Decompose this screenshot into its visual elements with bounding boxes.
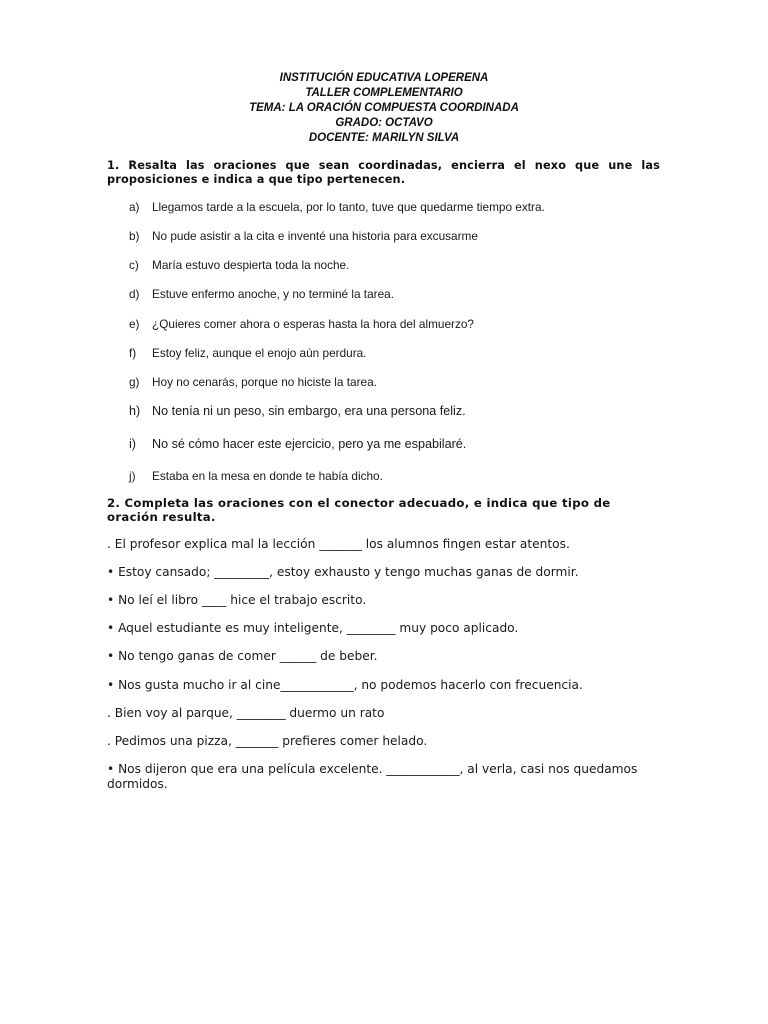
item-text: María estuvo despierta toda la noche. <box>152 258 350 272</box>
list-item <box>129 404 466 418</box>
teacher-name: DOCENTE: MARILYN SILVA <box>308 132 460 144</box>
list-item: • Estoy cansado; _________, estoy exhausto y tengo muchas ganas de dormir. <box>107 565 579 579</box>
item-text: Llegamos tarde a la escuela, por lo tanto, tuve que quedarme tiempo extra. <box>152 200 545 214</box>
exercise-2-instruction: 2. Completa las oraciones con el conector adecuado, e indica que tipo de oración resulta. <box>107 496 611 524</box>
item-label: j) <box>129 469 136 483</box>
worksheet-type: TALLER COMPLEMENTARIO <box>305 87 463 99</box>
document-header <box>0 71 768 146</box>
list-item <box>129 200 545 214</box>
item-text: Hoy no cenarás, porque no hiciste la tarea. <box>152 375 377 389</box>
item-text: No sé cómo hacer este ejercicio, pero ya me espabilaré. <box>152 437 467 451</box>
list-item: • No leí el libro ____ hice el trabajo escrito. <box>107 593 367 607</box>
list-item <box>129 258 349 272</box>
worksheet-topic: TEMA: LA ORACIÓN COMPUESTA COORDINADA <box>249 102 519 114</box>
list-item: • Aquel estudiante es muy inteligente, ________ muy poco aplicado. <box>107 621 519 635</box>
item-text: No pude asistir a la cita e inventé una historia para excusarme <box>152 229 478 243</box>
item-text: Estoy feliz, aunque el enojo aún perdura. <box>152 346 367 360</box>
item-label: a) <box>129 200 140 214</box>
item-label: i) <box>129 437 136 451</box>
list-item: . El profesor explica mal la lección _______ los alumnos fingen estar atentos. <box>107 537 570 551</box>
list-item <box>129 346 366 360</box>
list-item: . Pedimos una pizza, _______ prefieres comer helado. <box>107 734 428 748</box>
list-item <box>129 469 383 483</box>
exercise-1-instruction: 1. Resalta las oraciones que sean coordinadas, encierra el nexo que une las proposiciones e indica a que tipo pertenecen. <box>107 159 660 186</box>
item-text: Estuve enfermo anoche, y no terminé la tarea. <box>152 287 394 301</box>
list-item <box>129 229 478 243</box>
item-label: b) <box>129 229 140 243</box>
list-item: . Bien voy al parque, ________ duermo un rato <box>107 706 385 720</box>
item-label: c) <box>129 258 139 272</box>
item-label: g) <box>129 375 140 389</box>
list-item: • Nos dijeron que era una película excelente. ____________, al verla, casi nos quedamos dormidos. <box>107 762 638 791</box>
list-item: • Nos gusta mucho ir al cine____________, no podemos hacerlo con frecuencia. <box>107 678 583 692</box>
item-label: d) <box>129 287 140 301</box>
item-label: h) <box>129 404 141 418</box>
institution-name: INSTITUCIÓN EDUCATIVA LOPERENA <box>279 72 489 84</box>
item-label: e) <box>129 317 140 331</box>
grade-level: GRADO: OCTAVO <box>335 117 433 129</box>
item-text: No tenía ni un peso, sin embargo, era una persona feliz. <box>152 404 466 418</box>
item-text: ¿Quieres comer ahora o esperas hasta la hora del almuerzo? <box>152 317 474 331</box>
list-item <box>129 317 474 331</box>
item-label: f) <box>129 346 137 360</box>
list-item <box>129 437 466 451</box>
list-item: • No tengo ganas de comer ______ de beber. <box>107 649 378 663</box>
item-text: Estaba en la mesa en donde te había dicho. <box>152 469 383 483</box>
list-item <box>129 287 394 301</box>
list-item <box>129 375 377 389</box>
